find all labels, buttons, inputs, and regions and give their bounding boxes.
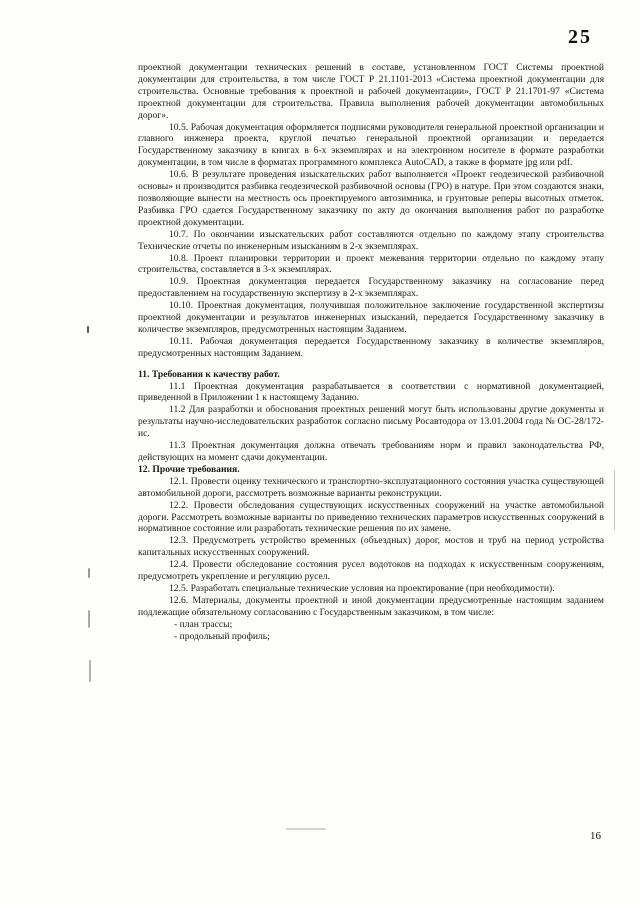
- paragraph: проектной документации технических решений в составе, установленном ГОСТ Системы проектной документации для строительства, в том числе ГОСТ Р 21.1101-2013 «Система проектной документации для строительства. Основные требования к проектной и рабочей документации», ГОСТ Р 21.1701-97 «Система проектной документации для строительства. Правила выполнения рабочей документации автомобильных дорог».: [138, 62, 604, 121]
- paragraph: 12.1. Провести оценку технического и транспортно-эксплуатационного состояния участка существующей автомобильной дороги, рассмотреть возможные варианты реконструкции.: [138, 475, 604, 499]
- document-body: [138, 62, 604, 643]
- paragraph: 10.10. Проектная документация, получившая положительное заключение государственной экспертизы проектной документации и результатов инженерных изысканий, передается Государственному заказчику в количестве экземпляров, предусмотренных настоящим Заданием.: [138, 300, 604, 335]
- paragraph: 11.3 Проектная документация должна отвечать требованиям норм и правил законодательства РФ, действующих на момент сдачи документации.: [138, 440, 604, 463]
- paragraph: 10.5. Рабочая документация оформляется подписями руководителя генеральной проектной организации и главного инженера проекта, круглой печатью генеральной проектной организации и передается Государственному заказчику в книгах в 6-х экземплярах и на электронном носителе в формате разработки документации, в том числе в форматах программного комплекса AutoCAD, а также в формате jpg или pdf.: [138, 121, 604, 169]
- list-item: - продольный профиль;: [174, 630, 270, 642]
- paragraph: 11.1 Проектная документация разрабатывается в соответствии с нормативной документацией, приведенной в Приложении 1 к настоящему Заданию.: [138, 380, 604, 404]
- paragraph: 12.5. Разработать специальные технические условия на проектирование (при необходимости).: [169, 582, 555, 594]
- spacer: [138, 360, 604, 369]
- sheet-stamp-number: 25: [568, 26, 592, 48]
- section-11-heading: 11. Требования к качеству работ.: [138, 368, 280, 380]
- scan-artifact: [88, 568, 90, 578]
- page-number: 16: [590, 830, 601, 842]
- paragraph: 10.7. По окончании изыскательских работ составляются отдельно по каждому этапу строительства Технические отчеты по инженерным изысканиям в 2-х экземплярах.: [138, 228, 604, 252]
- paragraph: 12.4. Провести обследование состояния русел водотоков на подходах к искусственным сооружениям, предусмотреть укрепление и регуляцию русел.: [138, 559, 604, 583]
- scan-artifact: [286, 828, 326, 830]
- list-item: - план трассы;: [174, 618, 233, 630]
- section-12-heading: 12. Прочие требования.: [138, 463, 240, 475]
- paragraph: 12.3. Предусмотреть устройство временных (объездных) дорог, мостов и труб на период устройства капитальных искусственных сооружений.: [138, 535, 604, 559]
- paragraph: 10.8. Проект планировки территории и проект межевания территории отдельно по каждому этапу строительства, составляется в 3-х экземплярах.: [138, 252, 604, 276]
- scan-artifact: [614, 470, 615, 530]
- paragraph: 11.2 Для разработки и обоснования проектных решений могут быть использованы другие документы и результаты научно-исследовательских разработок согласно письму Росавтодора от 13.01.2004 года № ОС-28/172-ис.: [138, 404, 604, 440]
- scan-artifact: [89, 660, 91, 682]
- scan-artifact: [88, 610, 90, 628]
- scan-artifact: [87, 326, 89, 333]
- paragraph: 12.6. Материалы, документы проектной и иной документации предусмотренные настоящим заданием подлежащие обязательному согласованию с Государственным заказчиком, в том числе:: [138, 594, 604, 618]
- paragraph: 10.6. В результате проведения изыскательских работ выполняется «Проект геодезической разбивочной основы» и производится разбивка геодезической разбивочной основы (ГРО) в натуре. При этом создаются знаки, позволяющие вынести на местность ось проектируемого автозимника, и грунтовые реперы высотных отметок. Разбивка ГРО сдается Государственному заказчику по акту до окончания выполнения работ по разработке проектной документации.: [138, 169, 604, 228]
- paragraph: 10.11. Рабочая документация передается Государственному заказчику в количестве экземпляров, предусмотренных настоящим Заданием.: [138, 335, 604, 359]
- paragraph: 10.9. Проектная документация передается Государственному заказчику на согласование перед предоставлением на государственную экспертизу в 2-х экземплярах.: [138, 276, 604, 300]
- paragraph: 12.2. Провести обследования существующих искусственных сооружений на участке автомобильной дороги. Рассмотреть возможные варианты по приведению технических параметров искусственных сооружений в нормативное состояние или разработать технические решения по их замене.: [138, 499, 604, 535]
